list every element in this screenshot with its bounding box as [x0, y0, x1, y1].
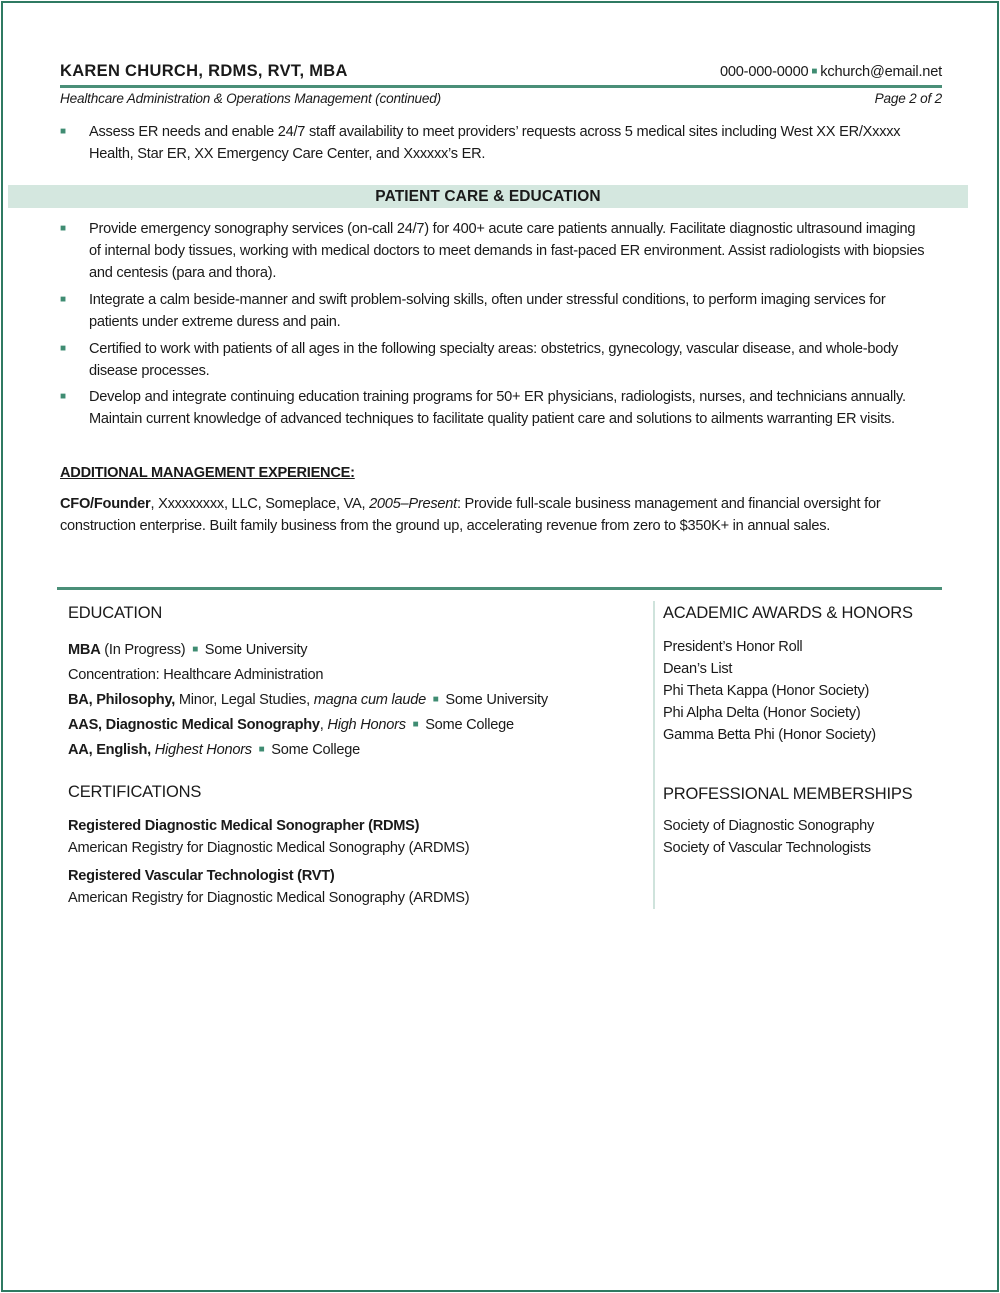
dates: 2005–Present	[369, 496, 457, 512]
note: (In Progress)	[100, 642, 190, 658]
certification-name: Registered Diagnostic Medical Sonographer (RDMS)	[68, 818, 420, 834]
description: : Provide full-scale business management and financial oversight for construction enterprise. Built family business from the ground up, accelerating revenue from zero to $350K+ in annual sales.	[60, 496, 881, 534]
degree: AAS, Diagnostic Medical Sonography	[68, 717, 320, 733]
list-item: ■ Assess ER needs and enable 24/7 staff availability to meet providers’ requests across 5 medical sites including West XX ER/Xxxxx Health, Star ER, XX Emergency Care Center, and Xxxxxx’s ER.	[60, 121, 930, 165]
section-title-patient-care: PATIENT CARE & EDUCATION	[8, 185, 968, 208]
separator-icon: ■	[432, 694, 439, 705]
separator-icon: ■	[258, 744, 265, 755]
bullet-icon: ■	[60, 343, 66, 354]
section-title-memberships: PROFESSIONAL MEMBERSHIPS	[663, 785, 913, 803]
column-divider	[653, 601, 655, 909]
education-ba	[68, 689, 548, 711]
education-mba	[68, 639, 307, 661]
education-aa	[68, 739, 360, 761]
award-item: Dean’s List	[663, 661, 733, 677]
school: Some University	[441, 692, 548, 708]
additional-experience	[60, 493, 930, 537]
award-item: Gamma Betta Phi (Honor Society)	[663, 727, 876, 743]
separator-icon: ■	[412, 719, 419, 730]
honors: magna cum laude	[313, 692, 426, 708]
phone: 000-000-0000	[719, 64, 809, 80]
bullet-icon: ■	[60, 391, 66, 402]
certification-issuer: American Registry for Diagnostic Medical Sonography (ARDMS)	[68, 890, 470, 906]
role: CFO/Founder	[60, 496, 151, 512]
contact-info	[720, 64, 942, 80]
award-item: Phi Alpha Delta (Honor Society)	[663, 705, 861, 721]
membership-item: Society of Vascular Technologists	[663, 840, 871, 856]
list-item: ■ Provide emergency sonography services (on-call 24/7) for 400+ acute care patients annually. Facilitate diagnostic ultrasound imaging of internal body tissues, working with medical doctors to meet demands in fast-paced ER environment. Assist radiologists with biopsies and centesis (para and thora).	[60, 218, 930, 284]
subtitle-row	[60, 91, 942, 106]
comma: ,	[319, 717, 328, 733]
section-title-awards: ACADEMIC AWARDS & HONORS	[663, 604, 913, 622]
degree: AA, English,	[68, 742, 151, 758]
candidate-name: KAREN CHURCH, RDMS, RVT, MBA	[60, 62, 348, 80]
list-item: ■ Develop and integrate continuing education training programs for 50+ ER physicians, radiologists, nurses, and technicians annually. Maintain current knowledge of advanced techniques to facilitate quality patient care and solutions to ailments warranting ER visits.	[60, 386, 930, 430]
bullet-icon: ■	[60, 294, 66, 305]
separator-icon: ■	[811, 66, 818, 77]
degree: BA, Philosophy,	[68, 692, 176, 708]
section-title-certifications: CERTIFICATIONS	[68, 783, 202, 801]
education-aas	[68, 714, 514, 736]
school: Some University	[201, 642, 308, 658]
company: , Xxxxxxxxx, LLC, Someplace, VA,	[150, 496, 370, 512]
section-rule	[57, 587, 942, 590]
school: Some College	[421, 717, 514, 733]
degree: MBA	[68, 642, 101, 658]
section-title-additional: ADDITIONAL MANAGEMENT EXPERIENCE:	[60, 465, 355, 481]
award-item: Phi Theta Kappa (Honor Society)	[663, 683, 870, 699]
education-concentration: Concentration: Healthcare Administration	[68, 667, 324, 683]
school: Some College	[267, 742, 360, 758]
minor: Minor, Legal Studies,	[175, 692, 314, 708]
honors: High Honors	[327, 717, 406, 733]
bullet-icon: ■	[60, 223, 66, 234]
email-link[interactable]: kchurch@email.net	[820, 64, 942, 80]
list-item: ■ Certified to work with patients of all ages in the following specialty areas: obstetrics, gynecology, vascular disease, and whole-body disease processes.	[60, 338, 930, 382]
section-title-education: EDUCATION	[68, 604, 163, 622]
certification-issuer: American Registry for Diagnostic Medical Sonography (ARDMS)	[68, 840, 470, 856]
membership-item: Society of Diagnostic Sonography	[663, 818, 875, 834]
separator-icon: ■	[192, 644, 198, 655]
subtitle: Healthcare Administration & Operations Management (continued)	[60, 91, 441, 106]
header-rule	[60, 85, 942, 88]
bullet-icon: ■	[60, 126, 66, 137]
page-number: Page 2 of 2	[874, 91, 942, 106]
certification-name: Registered Vascular Technologist (RVT)	[68, 868, 335, 884]
award-item: President’s Honor Roll	[663, 639, 803, 655]
honors: Highest Honors	[154, 742, 252, 758]
list-item: ■ Integrate a calm beside-manner and swift problem-solving skills, often under stressful conditions, to perform imaging services for patients under extreme duress and pain.	[60, 289, 930, 333]
